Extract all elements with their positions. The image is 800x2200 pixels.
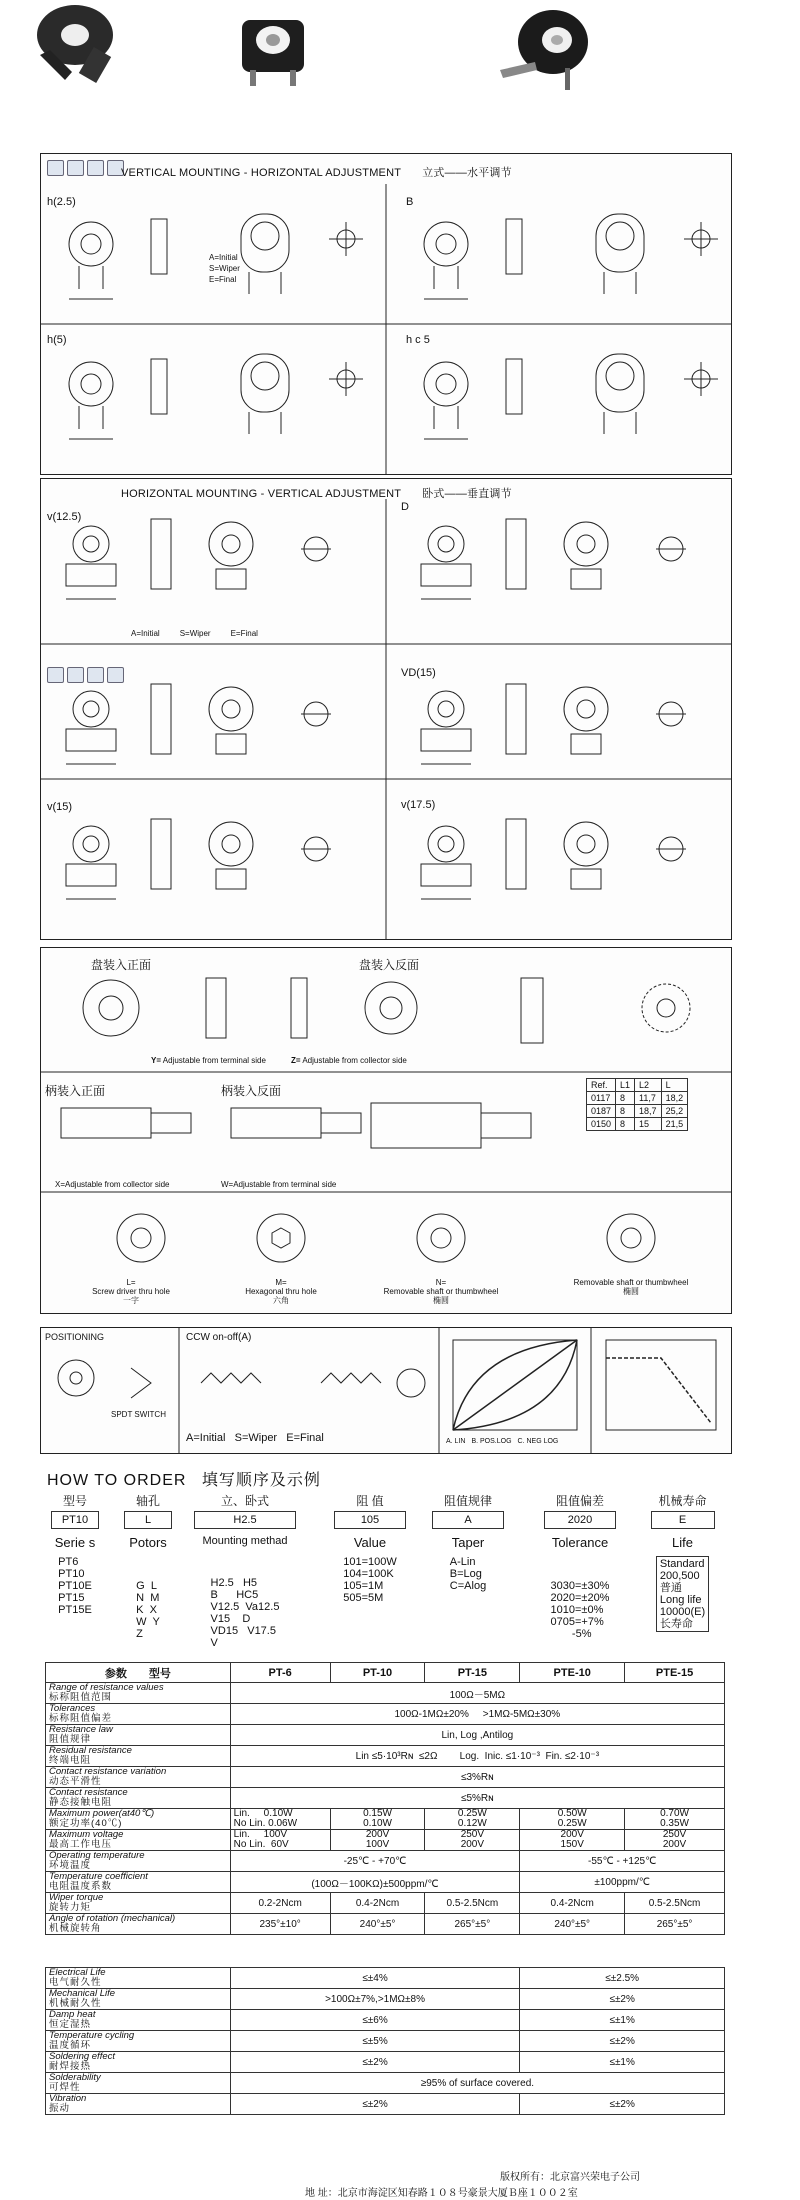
order-col-box: 105 — [334, 1511, 406, 1529]
model-label: D — [401, 501, 409, 513]
order-col-en: Serie s — [54, 1535, 96, 1550]
section-title-cn: 卧式——垂直调节 — [422, 488, 512, 500]
shaft-cn: 椭圆 — [433, 1296, 449, 1305]
horizontal-mounting-panel — [40, 478, 732, 940]
order-col-en: Life — [672, 1535, 693, 1550]
order-col-cn: 阻值偏差 — [555, 1494, 604, 1508]
ref-cell: 18,7 — [635, 1105, 662, 1118]
how-to-order-title: HOW TO ORDER — [47, 1472, 187, 1489]
mounting-drawings — [41, 948, 731, 1313]
vertical-mounting-panel — [40, 153, 732, 475]
ref-cell: 0117 — [587, 1092, 616, 1105]
spec-table-reliability — [45, 1967, 725, 2115]
table-row: Solderability 可焊性 ≥95% of surface covered. — [46, 2073, 725, 2094]
legend-wiper: S=Wiper — [179, 629, 211, 638]
shaft-cn: 一字 — [123, 1296, 139, 1305]
table-row: Vibration 振动 ≤±2% ≤±2% — [46, 2094, 725, 2115]
order-col-opts: 3030=±30% 2020=±20% 1010=±0% 0705=+7% -5% — [550, 1580, 610, 1640]
table-row: Temperature coefficient 电阻温度系数 (100Ω－100KΩ)±500ppm/℃ ±100ppm/℃ — [46, 1872, 725, 1893]
ref-header: L — [661, 1079, 688, 1092]
ref-cell: 0187 — [587, 1105, 616, 1118]
order-col-en: Tolerance — [551, 1535, 609, 1550]
model-label: v(17.5) — [401, 799, 436, 811]
shaft-cn: 六角 — [273, 1296, 289, 1305]
order-col-opts: A-Lin B=Log C=Alog — [449, 1556, 487, 1592]
model-label: h(5) — [47, 334, 67, 346]
positioning-drawings — [41, 1328, 731, 1453]
ref-header: L2 — [635, 1079, 662, 1092]
ref-cell: 8 — [616, 1118, 635, 1131]
z-note: Z= — [291, 1056, 301, 1065]
spec-header-row — [46, 1663, 725, 1683]
table-row: Tolerances 标称阻值偏差 100Ω-1MΩ±20% >1MΩ-5MΩ±30% — [46, 1704, 725, 1725]
order-column-taper — [428, 1492, 508, 1594]
ref-cell: 8 — [616, 1105, 635, 1118]
table-row: Operating temperature 环境温度 -25℃ - +70℃ -55℃ - +125℃ — [46, 1851, 725, 1872]
legend-initial: A=Initial — [131, 629, 160, 638]
table-row: Mechanical Life 机械耐久性 >100Ω±7%,>1MΩ±8% ≤±2% — [46, 1989, 725, 2010]
shaft-code: L= — [126, 1278, 136, 1287]
dimension-drawings — [41, 479, 731, 939]
model-label: B — [406, 196, 414, 208]
order-col-en: Mounting methad — [202, 1535, 288, 1547]
z-desc: Adjustable from collector side — [302, 1056, 407, 1065]
table-row: Contact resistance 静态接触电阻 ≤5%Rɴ — [46, 1788, 725, 1809]
shaft-back-label: 柄装入反面 — [221, 1084, 282, 1098]
ref-cell: 18,2 — [661, 1092, 688, 1105]
spdt-switch-label: SPDT SWITCH — [111, 1410, 166, 1419]
shaft-desc: Removable shaft or thumbwheel — [573, 1278, 689, 1287]
order-column-value — [330, 1492, 410, 1606]
order-col-opts: G L N M K X W Y Z — [136, 1580, 160, 1640]
order-column-series — [45, 1492, 105, 1618]
dimension-drawings — [41, 154, 731, 474]
order-col-box: H2.5 — [194, 1511, 296, 1529]
table-row: Residual resistance 终端电阻 Lin ≤5·10³Rɴ ≤2Ω Log. Inic. ≤1·10⁻³ Fin. ≤2·10⁻³ — [46, 1746, 725, 1767]
order-col-box: E — [651, 1511, 715, 1529]
order-col-box: A — [432, 1511, 504, 1529]
model-label: h(2.5) — [47, 196, 76, 208]
order-col-cn: 阻 值 — [356, 1494, 384, 1508]
spec-table — [45, 1662, 725, 1935]
model-label: v(12.5) — [47, 511, 82, 523]
header-param: 参数 — [104, 1667, 127, 1680]
taper-label: B. POS.LOG — [471, 1438, 512, 1445]
order-col-box: 2020 — [544, 1511, 616, 1529]
table-row: Soldering effect 耐焊接热 ≤±2% ≤±1% — [46, 2052, 725, 2073]
order-column-tolerance — [530, 1492, 630, 1666]
product-photo-3 — [495, 0, 595, 95]
order-col-cn: 机械寿命 — [658, 1494, 707, 1508]
order-col-cn: 轴孔 — [135, 1494, 160, 1508]
order-column-mounting — [190, 1492, 300, 1675]
ref-cell: 0150 — [587, 1118, 616, 1131]
order-col-en: Taper — [451, 1535, 485, 1550]
table-row: Maximum power(at40℃) 额定功率(40℃) Lin. 0.10W No Lin. 0.06W 0.15W 0.10W 0.25W 0.12W 0.50W 0.25W 0.70W 0.35W — [46, 1809, 725, 1830]
order-col-cn: 立、卧式 — [220, 1494, 269, 1508]
table-row: Electrical Life 电气耐久性 ≤±4% ≤±2.5% — [46, 1968, 725, 1989]
footer-address: 地 址：北京市海淀区知春路１０８号豪景大厦Ｂ座１００２室 — [305, 2188, 578, 2199]
model-header: PTE-15 — [625, 1663, 725, 1683]
table-row: Range of resistance values 标称阻值范围 100Ω－5MΩ — [46, 1683, 725, 1704]
header-model: 型号 — [148, 1667, 171, 1680]
shaft-front-label: 柄装入正面 — [45, 1084, 106, 1098]
how-to-order-title-cn: 填写顺序及示例 — [201, 1472, 321, 1489]
shaft-code: M= — [275, 1278, 287, 1287]
ccw-label: CCW on-off(A) — [186, 1332, 252, 1343]
order-column-potors — [118, 1492, 178, 1666]
ref-cell: 11,7 — [635, 1092, 662, 1105]
product-photo-2 — [230, 0, 320, 90]
ref-header: Ref. — [587, 1079, 616, 1092]
shaft-desc: Hexagonal thru hole — [245, 1287, 317, 1296]
model-header: PT-10 — [330, 1663, 425, 1683]
model-header: PTE-10 — [520, 1663, 625, 1683]
order-col-opts: H2.5 H5 B HC5 V12.5 Va12.5 V15 D VD15 V17.5 V — [210, 1577, 280, 1649]
order-col-cn: 阻值规律 — [443, 1494, 492, 1508]
back-mount-label: 盘装入反面 — [359, 958, 420, 972]
shaft-cn: 椭圆 — [623, 1287, 639, 1296]
order-column-life — [645, 1492, 720, 1632]
table-row: Contact resistance variation 动态平滑性 ≤3%Rɴ — [46, 1767, 725, 1788]
table-row: Resistance law 阻值规律 Lin, Log ,Antilog — [46, 1725, 725, 1746]
order-col-opts: Standard 200,500 普通 Long life 10000(E) 长寿命 — [656, 1556, 709, 1632]
legend-wiper: S=Wiper — [209, 264, 240, 273]
table-row: Wiper torque 旋转力矩 0.2-2Ncm 0.4-2Ncm 0.5-2.5Ncm 0.4-2Ncm 0.5-2.5Ncm — [46, 1893, 725, 1914]
table-row: Temperature cycling 温度循环 ≤±5% ≤±2% — [46, 2031, 725, 2052]
y-note: Y= — [151, 1056, 162, 1065]
model-label: VD(15) — [401, 667, 436, 679]
front-mount-label: 盘装入正面 — [91, 958, 152, 972]
order-col-en: Potors — [129, 1535, 167, 1550]
table-row: Maximum voltage 最高工作电压 Lin. 100V No Lin. 60V 200V 100V 250V 200V 200V 150V 250V 200V — [46, 1830, 725, 1851]
table-row: Damp heat 恒定湿热 ≤±6% ≤±1% — [46, 2010, 725, 2031]
x-note: X=Adjustable from collector side — [55, 1180, 170, 1189]
shaft-desc: Removable shaft or thumbwheel — [383, 1287, 499, 1296]
y-desc: Adjustable from terminal side — [162, 1056, 266, 1065]
panel-mount-panel — [40, 947, 732, 1314]
model-label: h c 5 — [406, 334, 430, 346]
shaft-desc: Screw driver thru hole — [92, 1287, 170, 1296]
ref-cell: 25,2 — [661, 1105, 688, 1118]
ref-header: L1 — [616, 1079, 635, 1092]
section-title: HORIZONTAL MOUNTING - VERTICAL ADJUSTMENT — [121, 488, 401, 500]
section-title-cn: 立式——水平调节 — [422, 167, 512, 179]
ref-cell: 21,5 — [661, 1118, 688, 1131]
positioning-legend: A=Initial S=Wiper E=Final — [186, 1432, 324, 1444]
taper-label: C. NEG LOG — [517, 1438, 559, 1445]
order-col-opts: 101=100W 104=100K 105=1M 505=5M — [343, 1556, 397, 1604]
order-col-cn: 型号 — [62, 1494, 87, 1508]
ref-cell: 15 — [635, 1118, 662, 1131]
footer-copyright: 版权所有：北京富兴荣电子公司 — [500, 2172, 640, 2183]
order-col-box: PT10 — [51, 1511, 99, 1529]
legend-final: E=Final — [209, 275, 237, 284]
legend-final: E=Final — [230, 629, 258, 638]
model-label: v(15) — [47, 801, 73, 813]
table-row: Angle of rotation (mechanical) 机械旋转角 235°±10° 240°±5° 265°±5° 240°±5° 265°±5° — [46, 1914, 725, 1935]
ref-cell: 8 — [616, 1092, 635, 1105]
section-title: VERTICAL MOUNTING - HORIZONTAL ADJUSTMENT — [121, 167, 401, 179]
legend-initial: A=Initial — [209, 253, 238, 262]
order-col-box: L — [124, 1511, 172, 1529]
positioning-label: POSITIONING — [45, 1332, 105, 1342]
order-col-opts: PT6 PT10 PT10E PT15 PT15E — [58, 1556, 92, 1616]
order-col-en: Value — [353, 1535, 387, 1550]
model-header: PT-6 — [230, 1663, 330, 1683]
positioning-panel — [40, 1327, 732, 1454]
model-header: PT-15 — [425, 1663, 520, 1683]
product-photo-1 — [30, 0, 125, 90]
w-note: W=Adjustable from terminal side — [221, 1180, 337, 1189]
shaft-code: N= — [435, 1278, 447, 1287]
taper-label: A. LIN — [446, 1438, 466, 1445]
